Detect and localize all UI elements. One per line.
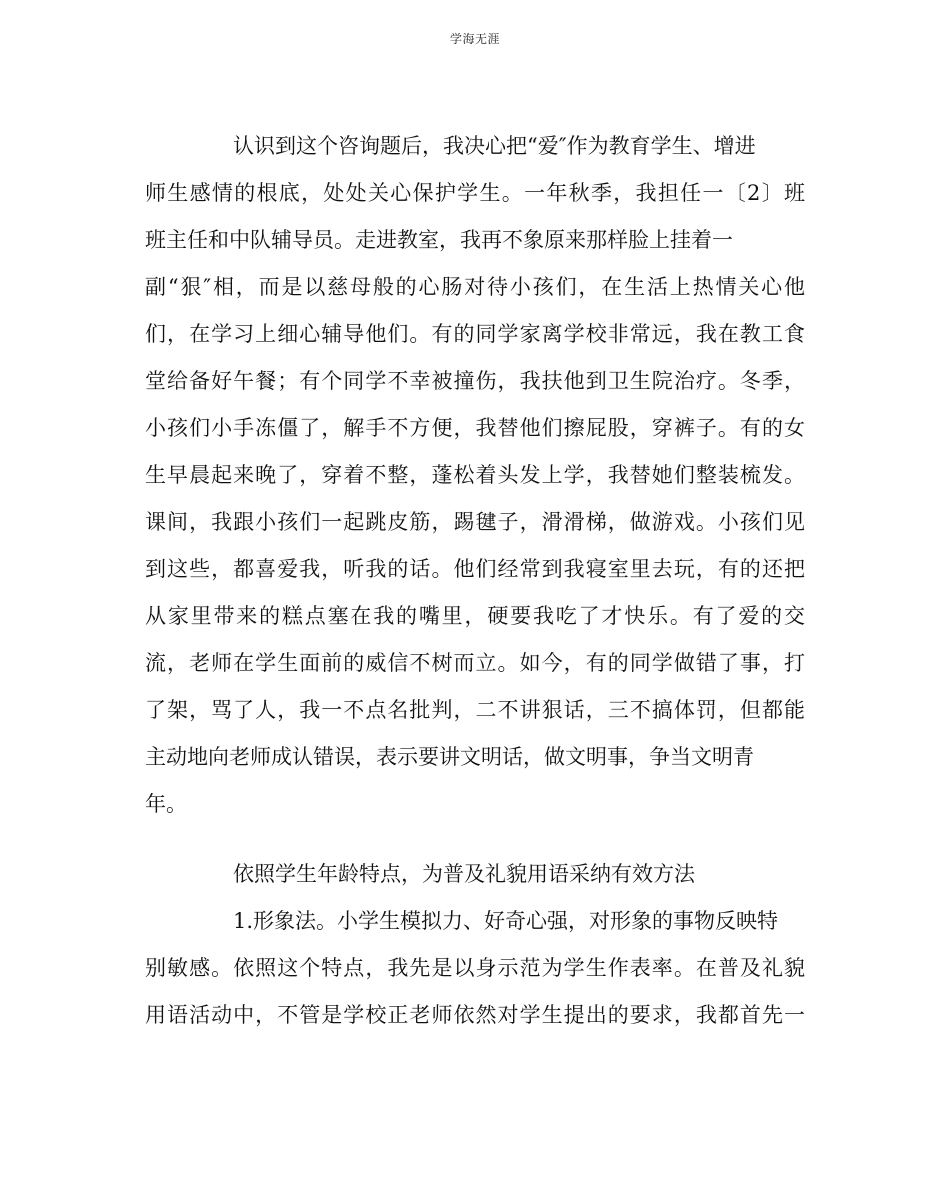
text-line: 副“狠″相，而是以慈母般的心肠对待小孩们，在生活上热情关心他 [145,275,805,299]
text-line: 年。 [145,792,187,816]
text-line: 到这些，都喜爱我，听我的话。他们经常到我寝室里去玩，有的还把 [145,557,805,581]
text-line: 们，在学习上细心辅导他们。有的同学家离学校非常远，我在教工食 [145,322,805,346]
text-line: 课间，我跟小孩们一起跳皮筋，踢毽子，滑滑梯，做游戏。小孩们见 [145,510,805,534]
text-line: 小孩们小手冻僵了，解手不方便，我替他们擦屁股，穿裤子。有的女 [145,416,805,440]
text-line: 1.形象法。小学生模拟力、好奇心强，对形象的事物反映特 [233,909,779,933]
text-line: 生早晨起来晚了，穿着不整，蓬松着头发上学，我替她们整装梳发。 [145,463,805,487]
text-line: 师生感情的根底，处处关心保护学生。一年秋季，我担任一〔2〕班 [145,181,805,205]
text-line: 流，老师在学生面前的威信不树而立。如今，有的同学做错了事，打 [145,651,805,675]
text-line: 了架，骂了人，我一不点名批判，二不讲狠话，三不搞体罚，但都能 [145,698,805,722]
text-line: 从家里带来的糕点塞在我的嘴里，硬要我吃了才快乐。有了爱的交 [145,604,805,628]
text-line: 认识到这个咨询题后，我决心把“爱″作为教育学生、增进 [233,134,756,158]
text-line: 主动地向老师成认错误，表示要讲文明话，做文明事，争当文明青 [145,745,754,769]
section-heading: 依照学生年龄特点，为普及礼貌用语采纳有效方法 [233,862,695,886]
page-header: 学海无涯 [449,32,500,46]
text-line: 用语活动中，不管是学校正老师依然对学生提出的要求，我都首先一 [145,1003,805,1027]
text-line: 堂给备好午餐；有个同学不幸被撞伤，我扶他到卫生院治疗。冬季， [145,369,805,393]
text-line: 别敏感。依照这个特点，我先是以身示范为学生作表率。在普及礼貌 [145,956,805,980]
text-line: 班主任和中队辅导员。走进教室，我再不象原来那样脸上挂着一 [145,228,733,252]
